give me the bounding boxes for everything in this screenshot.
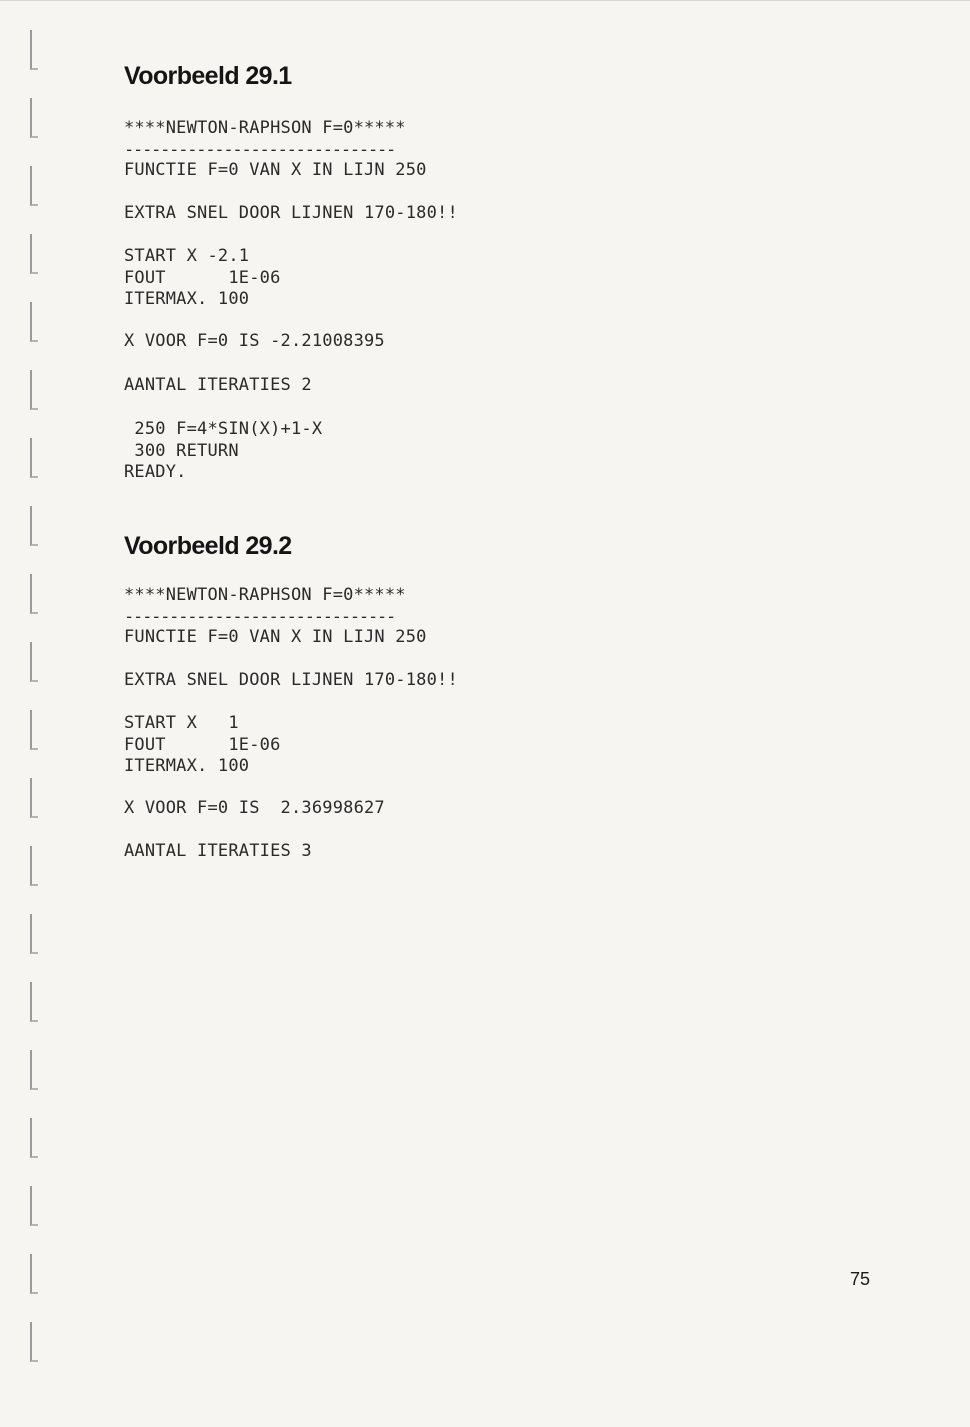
binding-ring bbox=[30, 1254, 38, 1294]
example2-function-line: FUNCTIE F=0 VAN X IN LIJN 250 bbox=[124, 627, 427, 647]
binding-ring bbox=[30, 778, 38, 818]
example1-code bbox=[124, 419, 322, 484]
binding-ring bbox=[30, 370, 38, 410]
example2-itermax: ITERMAX. 100 bbox=[124, 756, 250, 776]
example2-rule: ------------------------------ bbox=[124, 606, 396, 627]
example1-iterations: AANTAL ITERATIES 2 bbox=[124, 375, 312, 395]
example1-rule: ------------------------------ bbox=[124, 139, 396, 160]
example2-speed-line: EXTRA SNEL DOOR LIJNEN 170-180!! bbox=[124, 670, 458, 690]
example1-result: X VOOR F=0 IS -2.21008395 bbox=[124, 331, 385, 351]
binding-ring bbox=[30, 642, 38, 682]
binding-ring bbox=[30, 506, 38, 546]
binding-ring bbox=[30, 846, 38, 886]
example1-title: ****NEWTON-RAPHSON F=0***** bbox=[124, 118, 406, 138]
example1-ready: READY. bbox=[124, 462, 187, 482]
example1-params bbox=[124, 246, 281, 311]
example1-title-block bbox=[124, 118, 406, 161]
binding-ring bbox=[30, 574, 38, 614]
example2-params bbox=[124, 713, 281, 778]
binding-ring bbox=[30, 710, 38, 750]
example2-result: X VOOR F=0 IS 2.36998627 bbox=[124, 798, 385, 818]
binding-ring bbox=[30, 438, 38, 478]
example2-title: ****NEWTON-RAPHSON F=0***** bbox=[124, 585, 406, 605]
example2-iterations: AANTAL ITERATIES 3 bbox=[124, 841, 312, 861]
binding-ring bbox=[30, 914, 38, 954]
example2-title-block bbox=[124, 585, 406, 628]
binding-ring bbox=[30, 1186, 38, 1226]
binding-ring bbox=[30, 234, 38, 274]
page-number: 75 bbox=[850, 1269, 871, 1289]
example2-start: START X 1 bbox=[124, 713, 239, 733]
example1-function-line: FUNCTIE F=0 VAN X IN LIJN 250 bbox=[124, 160, 427, 180]
binding-ring bbox=[30, 1118, 38, 1158]
binding-ring bbox=[30, 98, 38, 138]
example1-speed-line: EXTRA SNEL DOOR LIJNEN 170-180!! bbox=[124, 203, 458, 223]
binding-ring bbox=[30, 302, 38, 342]
binding-ring bbox=[30, 1050, 38, 1090]
binding-ring bbox=[30, 166, 38, 206]
example1-start: START X -2.1 bbox=[124, 246, 250, 266]
example2-heading: Voorbeeld 29.2 bbox=[124, 532, 292, 560]
example1-code-line2: 300 RETURN bbox=[124, 440, 239, 461]
example1-code-line1: 250 F=4*SIN(X)+1-X bbox=[124, 419, 323, 439]
binding-ring bbox=[30, 1322, 38, 1362]
spiral-binding bbox=[22, 20, 42, 1410]
binding-ring bbox=[30, 982, 38, 1022]
example1-itermax: ITERMAX. 100 bbox=[124, 289, 250, 309]
example2-fout: FOUT 1E-06 bbox=[124, 734, 281, 755]
example1-heading: Voorbeeld 29.1 bbox=[124, 62, 292, 90]
binding-ring bbox=[30, 30, 38, 70]
example1-fout: FOUT 1E-06 bbox=[124, 267, 281, 288]
